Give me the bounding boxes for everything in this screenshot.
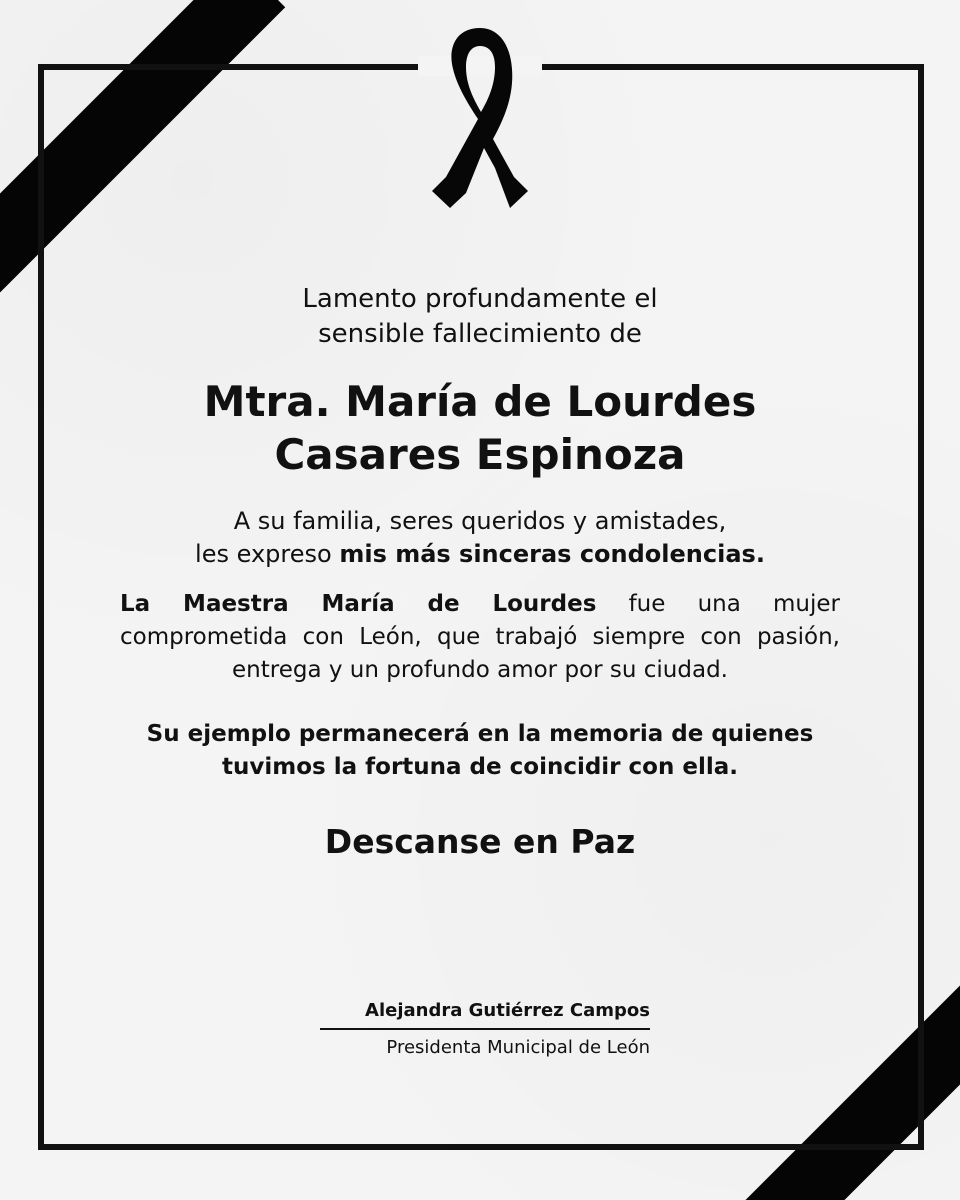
memory-line-2: tuvimos la fortuna de coincidir con ella.	[222, 754, 738, 781]
signature-line	[320, 1028, 650, 1030]
signer-name: Alejandra Gutiérrez Campos	[365, 1000, 650, 1021]
rest-in-peace-heading: Descanse en Paz	[324, 821, 636, 861]
message-content	[120, 282, 840, 861]
deceased-name-line-2: Casares Espinoza	[274, 429, 686, 479]
mourning-ribbon-icon	[426, 18, 534, 208]
memory-line-1: Su ejemplo permanecerá en la memoria de quienes	[146, 721, 814, 748]
intro-line-2: sensible fallecimiento de	[318, 319, 642, 350]
condolence-line-1: A su familia, seres queridos y amistades,	[233, 507, 727, 536]
memory-message	[120, 718, 840, 783]
condolence-emphasis: mis más sinceras condolencias.	[339, 539, 765, 568]
signer-title: Presidenta Municipal de León	[386, 1036, 650, 1058]
condolence-prefix: les expreso	[195, 539, 340, 568]
condolence-message	[120, 505, 840, 570]
intro-line-1: Lamento profundamente el	[302, 284, 658, 314]
tribute-paragraph	[120, 588, 840, 686]
deceased-name	[120, 376, 840, 481]
intro-text	[120, 282, 840, 352]
tribute-text: fue una mujer comprometida con León, que trabajó siempre con pasión, entrega y un profundo amor por su ciudad.	[120, 591, 840, 683]
deceased-name-line-1: Mtra. María de Lourdes	[203, 377, 757, 427]
signature-block	[320, 1000, 650, 1058]
tribute-subject: La Maestra María de Lourdes	[120, 591, 597, 618]
